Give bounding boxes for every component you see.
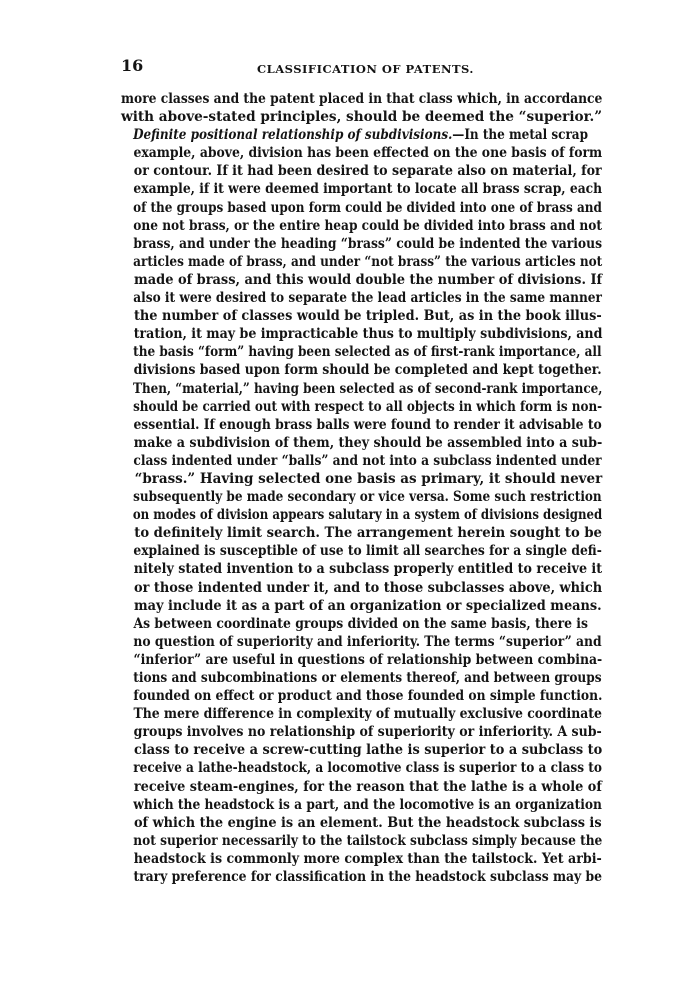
text-line: essential. If enough brass balls were found to render it advisable to (133, 416, 602, 433)
text-line: may include it as a part of an organization or specialized means. (134, 597, 602, 614)
text-line: Definite positional relationship of subdivisions.—In the metal scrap (133, 127, 588, 144)
text-line: one not brass, or the entire heap could be divided into brass and not (133, 217, 603, 234)
paragraph-heading: Definite positional relationship of subdivisions. (133, 127, 453, 144)
text-line: to definitely limit search. The arrangement herein sought to be (134, 525, 602, 542)
text-line: explained is susceptible of use to limit all searches for a single defi- (133, 543, 602, 560)
body-text (121, 90, 602, 886)
text-line: nitely stated invention to a subclass properly entitled to receive it (133, 561, 603, 578)
text-line: example, if it were deemed important to locate all brass scrap, each (133, 181, 603, 198)
text-line: headstock is commonly more complex than the tailstock. Yet arbi- (133, 850, 602, 867)
text-line: more classes and the patent placed in that class which, in accordance (121, 91, 603, 107)
text-line: tration, it may be impracticable thus to multiply subdivisions, and (133, 326, 603, 343)
running-head: CLASSIFICATION OF PATENTS. (257, 62, 474, 76)
text-line: divisions based upon form should be completed and kept together. (133, 362, 602, 379)
text-line: example, above, division has been effected on the one basis of form (133, 145, 603, 162)
text-line: not superior necessarily to the tailstock subclass simply because the (133, 832, 603, 849)
text-line: or contour. If it had been desired to separate also on material, for (133, 163, 602, 180)
text-line: trary preference for classification in the headstock subclass may be (133, 869, 602, 886)
text-line: class to receive a screw-cutting lathe is superior to a subclass to (134, 742, 603, 759)
text-line: brass, and under the heading “brass” could be indented the various (133, 235, 603, 252)
text-line: founded on effect or product and those founded on simple function. (133, 688, 603, 705)
text-line: As between coordinate groups divided on the same basis, there is (133, 615, 588, 632)
text-line: also it were desired to separate the lead articles in the same manner (133, 290, 602, 307)
text-line: the number of classes would be tripled. But, as in the book illus- (133, 308, 602, 325)
text-line: the basis “form” having been selected as of first-rank importance, all (133, 344, 602, 361)
text-line: should be carried out with respect to all objects in which form is non- (133, 398, 603, 415)
text-line: which the headstock is a part, and the locomotive is an organization (133, 796, 602, 813)
text-line: groups involves no relationship of superiority or inferiority. A sub- (133, 724, 602, 741)
text-line: of which the engine is an element. But the headstock subclass is (133, 814, 602, 831)
paragraph (121, 90, 602, 126)
text-line: on modes of division appears salutary in a system of divisions designed (132, 507, 603, 524)
text-line: or those indented under it, and to those subclasses above, which (134, 579, 603, 596)
text-line: make a subdivision of them, they should be assembled into a sub- (133, 434, 603, 451)
text-line: class indented under “balls” and not into a subclass indented under (133, 452, 602, 469)
text-line: made of brass, and this would double the number of divisions. If (134, 271, 603, 288)
text-line: receive steam-engines, for the reason that the lathe is a whole of (133, 778, 602, 795)
page-number: 16 (121, 56, 144, 75)
text-line: The mere difference in complexity of mutually exclusive coordinate (133, 706, 602, 723)
text-line: tions and subcombinations or elements thereof, and between groups (133, 670, 602, 686)
text-line: subsequently be made secondary or vice versa. Some such restriction (133, 489, 602, 506)
text-line: receive a lathe-headstock, a locomotive class is superior to a class to (133, 760, 602, 777)
text-line: no question of superiority and inferiority. The terms “superior” and (133, 633, 602, 650)
text-line: of the groups based upon form could be divided into one of brass and (133, 199, 602, 216)
text-line: with above-stated principles, should be deemed the “superior.” (121, 109, 603, 126)
text-line: “inferior” are useful in questions of relationship between combina- (133, 651, 603, 668)
paragraph (121, 615, 602, 886)
text-line: Then, “material,” having been selected as of second-rank importance, (133, 380, 603, 397)
paragraph (121, 126, 602, 615)
text-line: articles made of brass, and under “not brass” the various articles not (133, 253, 603, 270)
text-line: “brass.” Having selected one basis as primary, it should never (134, 470, 603, 487)
